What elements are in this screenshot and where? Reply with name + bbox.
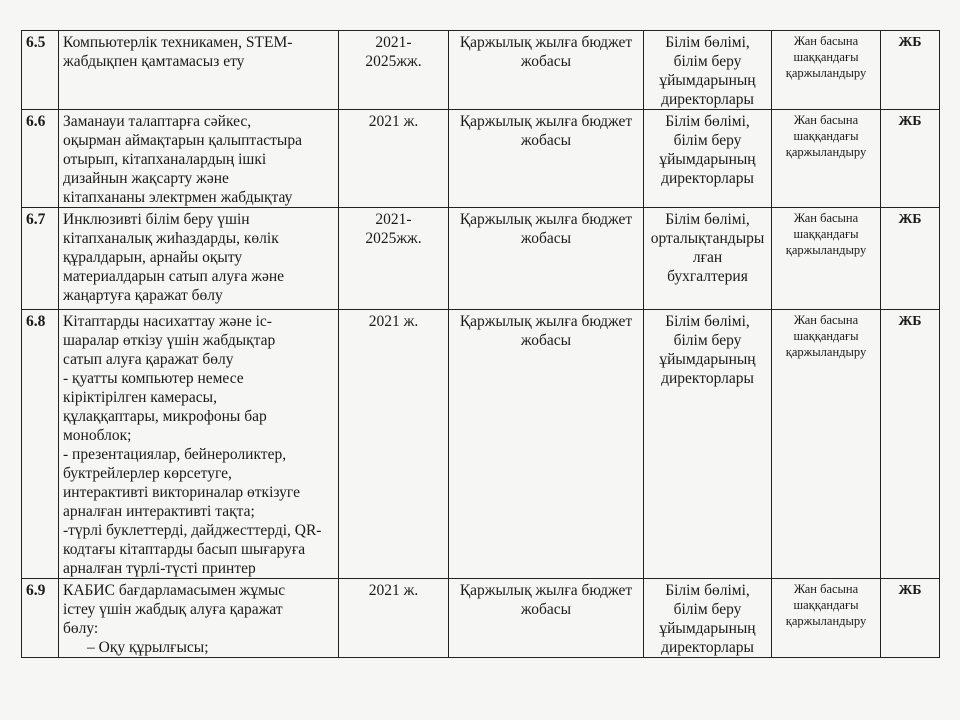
row-number: 6.7 bbox=[22, 208, 59, 310]
activity-line: буктрейлерлер көрсетуге, bbox=[63, 465, 232, 482]
activity-line: кітапханалық жиһаздарды, көлік bbox=[63, 230, 279, 247]
responsible-line: білім беру bbox=[673, 132, 742, 149]
form-line: жобасы bbox=[520, 230, 572, 247]
row-number: 6.9 bbox=[22, 579, 59, 658]
responsible-line: директорлары bbox=[661, 170, 754, 187]
activity-line: дизайнын жақсарту және bbox=[63, 170, 229, 187]
activity-line: жаңартуға қаражат бөлу bbox=[63, 287, 223, 304]
funding-line: қаржыландыру bbox=[785, 243, 867, 257]
period-cell bbox=[339, 208, 449, 310]
activity-line: интерактивті викториналар өткізуге bbox=[63, 484, 300, 501]
activity-cell bbox=[59, 579, 339, 658]
activity-line: Кітаптарды насихаттау және іс- bbox=[63, 313, 272, 330]
responsible-line: Білім бөлімі, bbox=[665, 34, 750, 51]
funding-line: шаққандағы bbox=[793, 50, 859, 64]
funding-line: шаққандағы bbox=[793, 598, 859, 612]
responsible-line: Білім бөлімі, bbox=[665, 211, 750, 228]
period-line: 2021 ж. bbox=[368, 113, 419, 130]
row-number: 6.6 bbox=[22, 110, 59, 208]
activity-line: сатып алуға қаражат бөлу bbox=[63, 351, 234, 368]
funding-line: қаржыландыру bbox=[785, 66, 867, 80]
funding-cell bbox=[772, 579, 881, 658]
period-line: 2021- bbox=[375, 211, 412, 228]
funding-source-cell: ЖБ bbox=[881, 310, 940, 579]
activity-line: арналған түрлі-түсті принтер bbox=[63, 560, 256, 577]
period-cell bbox=[339, 110, 449, 208]
period-line: 2025жж. bbox=[365, 53, 422, 70]
responsible-line: ұйымдарының bbox=[659, 72, 756, 89]
funding-line: шаққандағы bbox=[793, 227, 859, 241]
responsible-line: ұйымдарының bbox=[659, 151, 756, 168]
activity-line: кіріктірілген камерасы, bbox=[63, 389, 217, 406]
activity-line: құралдарын, арнайы оқыту bbox=[63, 249, 243, 266]
form-line: жобасы bbox=[520, 53, 572, 70]
form-line: жобасы bbox=[520, 332, 572, 349]
activity-cell bbox=[59, 110, 339, 208]
form-line: Қаржылық жылға бюджет bbox=[459, 34, 633, 51]
table-row bbox=[22, 110, 940, 208]
funding-source-cell: ЖБ bbox=[881, 31, 940, 110]
responsible-line: орталықтандыры bbox=[650, 230, 765, 247]
responsible-line: директорлары bbox=[661, 370, 754, 387]
form-line: Қаржылық жылға бюджет bbox=[459, 582, 633, 599]
responsible-line: білім беру bbox=[673, 601, 742, 618]
responsible-line: білім беру bbox=[673, 332, 742, 349]
activity-cell bbox=[59, 208, 339, 310]
responsible-line: білім беру bbox=[673, 53, 742, 70]
responsible-line: Білім бөлімі, bbox=[665, 313, 750, 330]
activity-cell bbox=[59, 31, 339, 110]
form-line: Қаржылық жылға бюджет bbox=[459, 211, 633, 228]
period-line: 2021 ж. bbox=[368, 582, 419, 599]
activity-line: шаралар өткізу үшін жабдықтар bbox=[63, 332, 276, 349]
activity-line: – Оқу құрылғысы; bbox=[87, 639, 209, 656]
activity-cell bbox=[59, 310, 339, 579]
activity-line: отырып, кітапханалардың ішкі bbox=[63, 151, 267, 168]
responsible-line: бухгалтерия bbox=[667, 268, 748, 285]
activity-line: Компьютерлік техникамен, STEM- bbox=[63, 34, 293, 51]
period-line: 2021 ж. bbox=[368, 313, 419, 330]
activity-line: кітапхананы электрмен жабдықтау bbox=[63, 189, 293, 206]
table-row bbox=[22, 579, 940, 658]
completion-form-cell bbox=[449, 110, 644, 208]
activity-line: кодтағы кітаптарды басып шығаруға bbox=[63, 541, 306, 558]
responsible-line: Білім бөлімі, bbox=[665, 582, 750, 599]
completion-form-cell bbox=[449, 208, 644, 310]
activity-line: моноблок; bbox=[63, 427, 132, 444]
period-line: 2021- bbox=[375, 34, 412, 51]
table-row bbox=[22, 31, 940, 110]
completion-form-cell bbox=[449, 310, 644, 579]
table-row bbox=[22, 310, 940, 579]
funding-line: Жан басына bbox=[793, 211, 859, 225]
period-cell bbox=[339, 31, 449, 110]
responsible-cell bbox=[644, 310, 772, 579]
funding-line: қаржыландыру bbox=[785, 614, 867, 628]
funding-cell bbox=[772, 110, 881, 208]
funding-line: Жан басына bbox=[793, 582, 859, 596]
responsible-line: ұйымдарының bbox=[659, 620, 756, 637]
funding-line: шаққандағы bbox=[793, 329, 859, 343]
responsible-line: ұйымдарының bbox=[659, 351, 756, 368]
responsible-cell bbox=[644, 208, 772, 310]
activity-line: оқырман аймақтарын қалыптастыра bbox=[63, 132, 302, 149]
activity-line: Инклюзивті білім беру үшін bbox=[63, 211, 250, 228]
funding-line: Жан басына bbox=[793, 313, 859, 327]
period-line: 2025жж. bbox=[365, 230, 422, 247]
activity-line: - презентациялар, бейнероликтер, bbox=[63, 446, 287, 463]
responsible-line: директорлары bbox=[661, 639, 754, 656]
activity-line: КАБИС бағдарламасымен жұмыс bbox=[63, 582, 286, 599]
table-row bbox=[22, 208, 940, 310]
funding-source-cell: ЖБ bbox=[881, 110, 940, 208]
row-number: 6.8 bbox=[22, 310, 59, 579]
funding-line: Жан басына bbox=[793, 34, 859, 48]
activity-line: -түрлі буклеттерді, дайджесттерді, QR- bbox=[63, 522, 322, 539]
period-cell bbox=[339, 310, 449, 579]
completion-form-cell bbox=[449, 31, 644, 110]
form-line: Қаржылық жылға бюджет bbox=[459, 113, 633, 130]
action-plan-table bbox=[21, 30, 940, 658]
funding-cell bbox=[772, 310, 881, 579]
activity-line: құлаққаптары, микрофоны бар bbox=[63, 408, 267, 425]
funding-line: шаққандағы bbox=[793, 129, 859, 143]
funding-source-cell: ЖБ bbox=[881, 579, 940, 658]
form-line: жобасы bbox=[520, 132, 572, 149]
activity-line: материалдарын сатып алуға және bbox=[63, 268, 285, 285]
responsible-cell bbox=[644, 579, 772, 658]
activity-line: арналған интерактивті тақта; bbox=[63, 503, 255, 520]
responsible-cell bbox=[644, 110, 772, 208]
funding-line: қаржыландыру bbox=[785, 345, 867, 359]
funding-cell bbox=[772, 208, 881, 310]
funding-cell bbox=[772, 31, 881, 110]
funding-line: қаржыландыру bbox=[785, 145, 867, 159]
form-line: жобасы bbox=[520, 601, 572, 618]
period-cell bbox=[339, 579, 449, 658]
row-number: 6.5 bbox=[22, 31, 59, 110]
responsible-line: лған bbox=[692, 249, 723, 266]
funding-line: Жан басына bbox=[793, 113, 859, 127]
completion-form-cell bbox=[449, 579, 644, 658]
activity-line: бөлу: bbox=[63, 620, 99, 637]
funding-source-cell: ЖБ bbox=[881, 208, 940, 310]
responsible-line: Білім бөлімі, bbox=[665, 113, 750, 130]
activity-line: Заманауи талаптарға сәйкес, bbox=[63, 113, 252, 130]
form-line: Қаржылық жылға бюджет bbox=[459, 313, 633, 330]
activity-line: істеу үшін жабдық алуға қаражат bbox=[63, 601, 283, 618]
activity-line: - қуатты компьютер немесе bbox=[63, 370, 244, 387]
responsible-cell bbox=[644, 31, 772, 110]
responsible-line: директорлары bbox=[661, 91, 754, 108]
table-body bbox=[22, 31, 940, 658]
activity-line: жабдықпен қамтамасыз ету bbox=[63, 53, 245, 70]
